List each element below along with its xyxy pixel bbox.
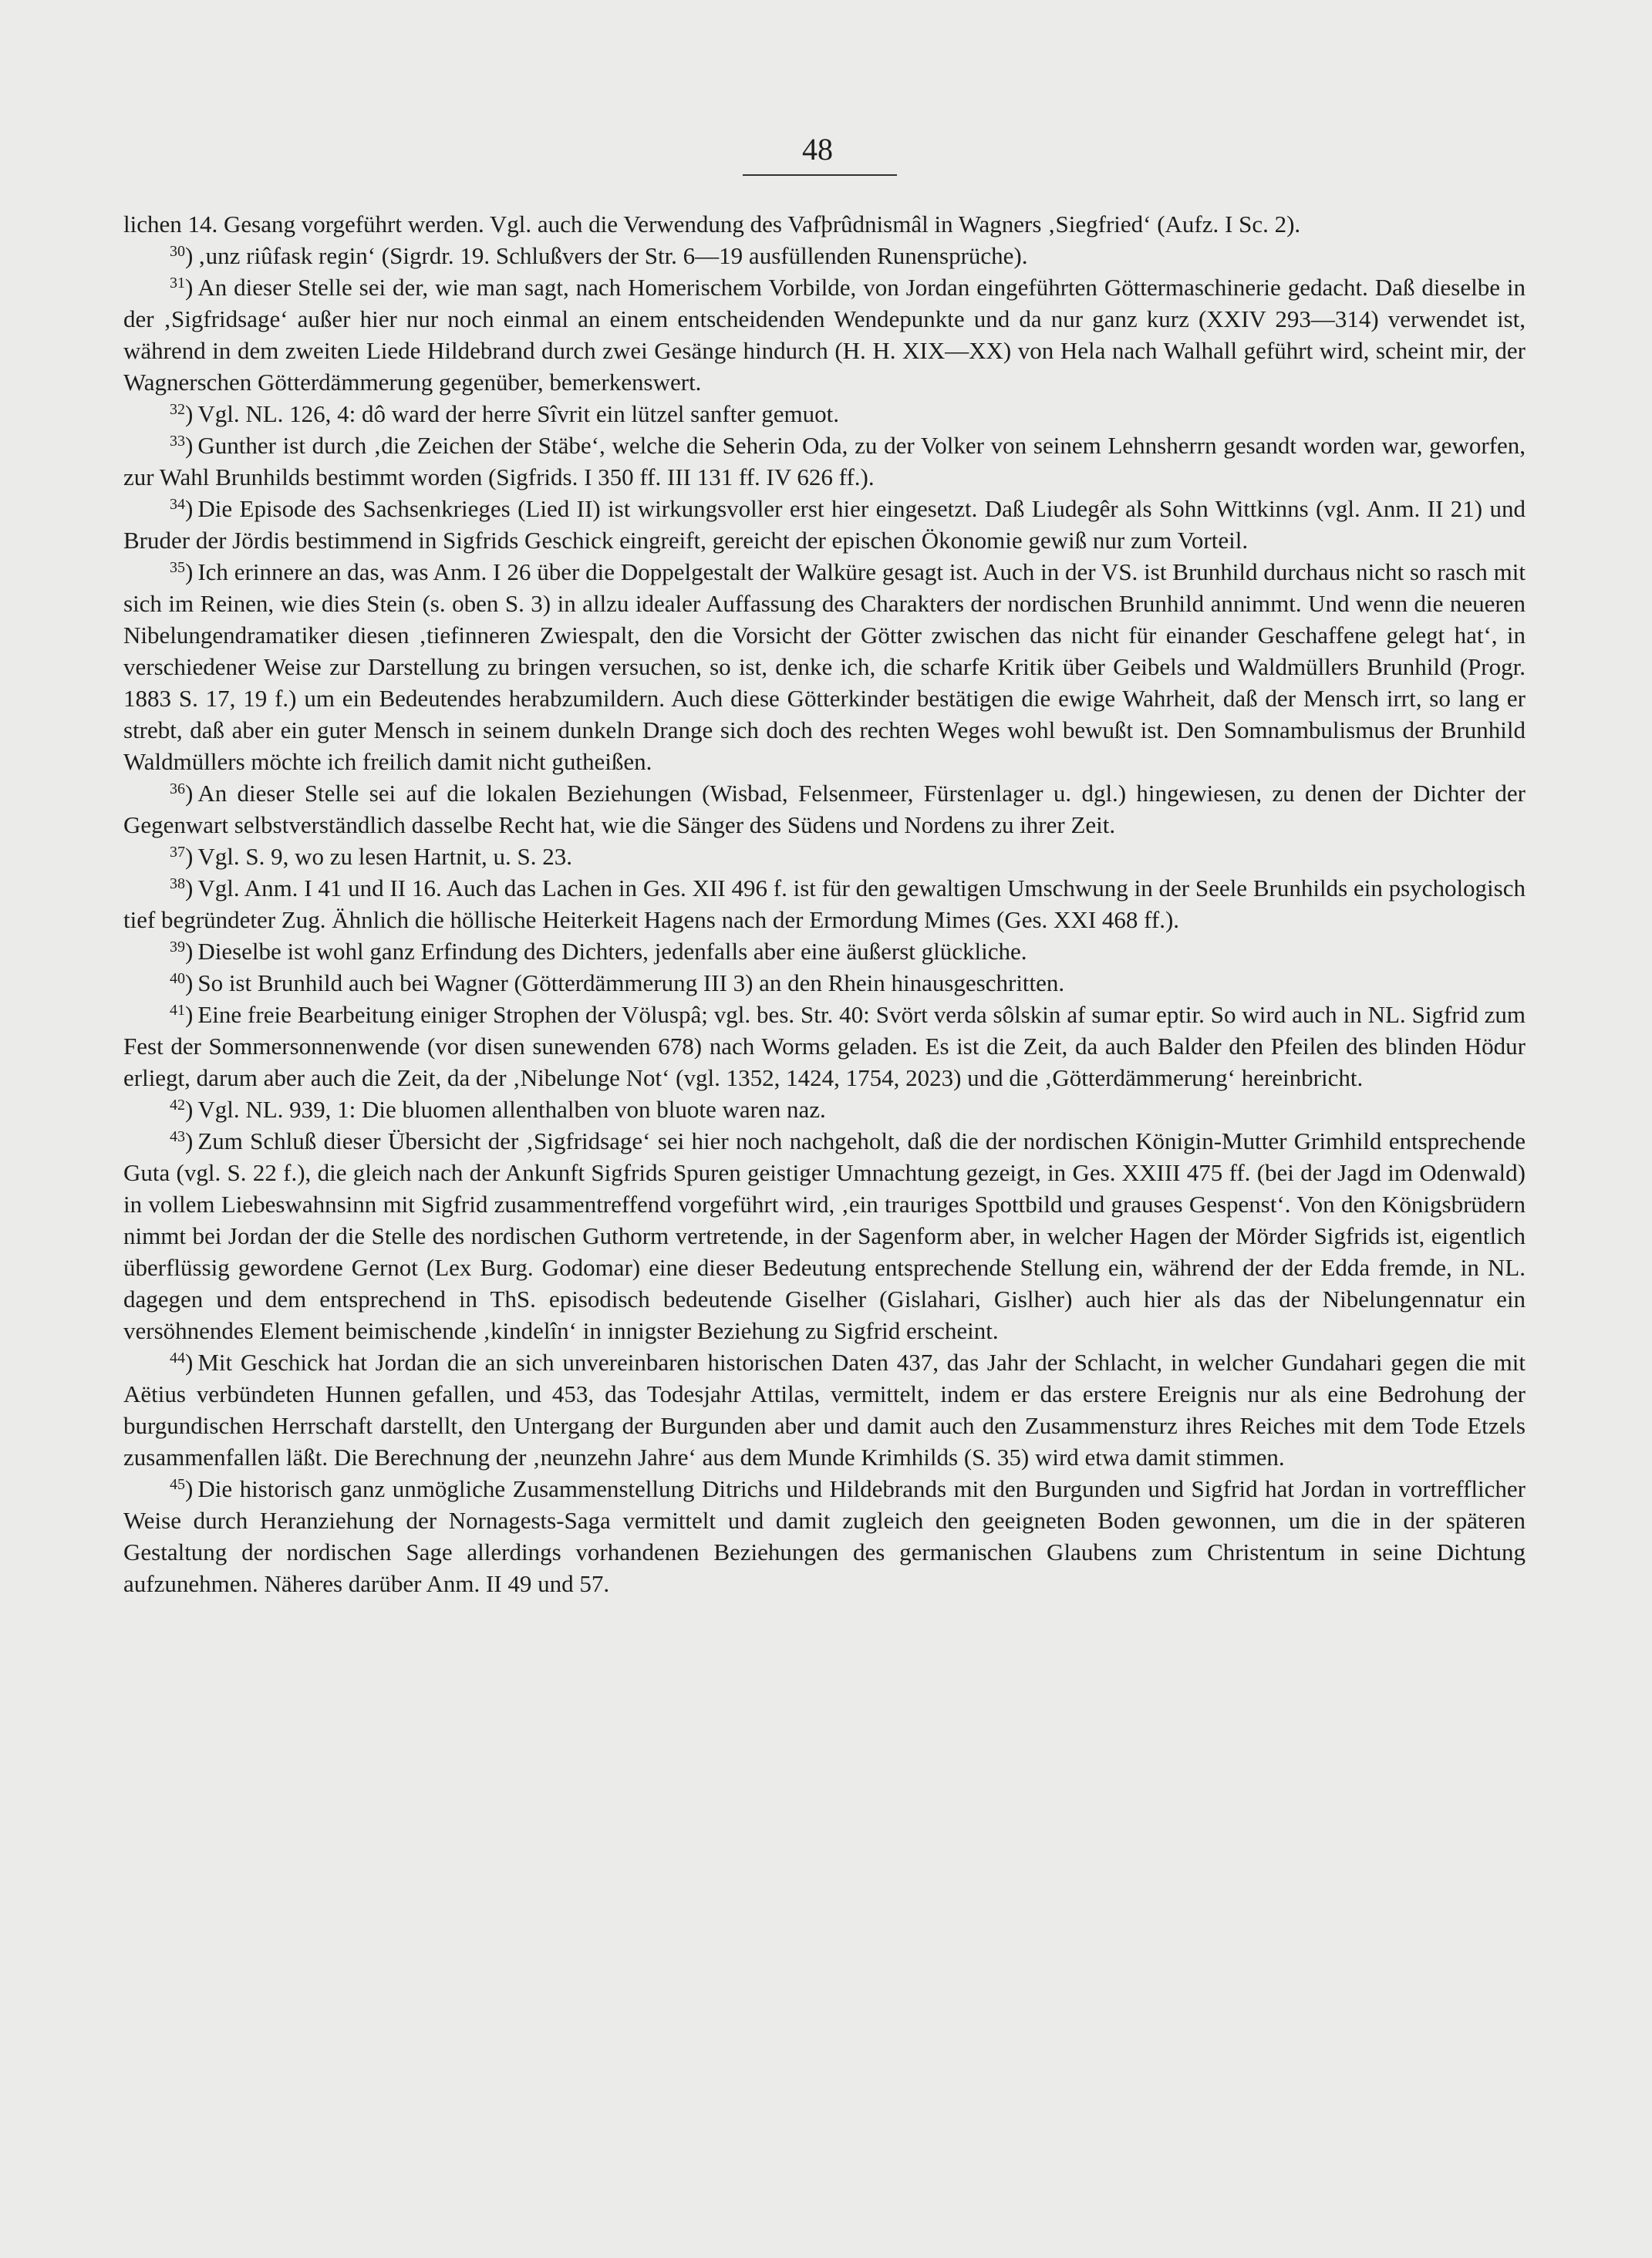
footnote-42 bbox=[123, 1094, 1526, 1125]
footnote-31 bbox=[123, 271, 1526, 398]
footnote-35 bbox=[123, 556, 1526, 777]
footnote-number: 35 bbox=[170, 559, 185, 576]
footnote-text: Mit Geschick hat Jordan die an sich unvereinbaren historischen Daten 437, das Jahr der Schlacht, in welcher Gundahari gegen die mit Aëtius verbündeten Hunnen gefallen, und 453, das Todesjahr Attilas, vermittelt, indem er das erstere Ereignis nur als eine Bedrohung der burgundischen Herrschaft darstellt, den Untergang der Burgunden aber und damit auch den Zusammensturz ihres Reiches mit dem Tode Etzels zusammenfallen läßt. Die Berechnung der ‚neunzehn Jahre‘ aus dem Munde Krimhilds (S. 35) wird etwa damit stimmen. bbox=[123, 1349, 1526, 1471]
continuation-paragraph: lichen 14. Gesang vorgeführt werden. Vgl. auch die Verwendung des Vafþrûdnismâl in Wagners ‚Siegfried‘ (Aufz. I Sc. 2). bbox=[123, 211, 1301, 238]
footnote-number: 30 bbox=[170, 243, 185, 260]
footnote-text: Eine freie Bearbeitung einiger Strophen der Völuspâ; vgl. bes. Str. 40: Svört verda sôlskin af sumar eptir. So wird auch in NL. Sigfrid zum Fest der Sommersonnenwende (vor disen sunewenden 678) nach Worms geladen. Es ist die Zeit, da auch Balder den Pfeilen des blinden Hödur erliegt, darum aber auch die Zeit, da der ‚Nibelunge Not‘ (vgl. 1352, 1424, 1754, 2023) und die ‚Götterdämmerung‘ hereinbricht. bbox=[123, 1001, 1526, 1091]
footnote-43 bbox=[123, 1125, 1526, 1346]
footnote-number: 44 bbox=[170, 1350, 185, 1367]
footnote-text: Vgl. Anm. I 41 und II 16. Auch das Lachen in Ges. XII 496 f. ist für den gewaltigen Umschwung in der Seele Brunhilds ein psychologisch tief begründeter Zug. Ähnlich die höllische Heiterkeit Hagens nach der Ermordung Mimes (Ges. XXI 468 ff.). bbox=[123, 875, 1526, 933]
footnote-text: An dieser Stelle sei auf die lokalen Beziehungen (Wisbad, Felsenmeer, Fürstenlager u. dgl.) hingewiesen, zu denen der Dichter der Gegenwart selbstverständlich dasselbe Recht hat, wie die Sänger des Südens und Nordens zu ihrer Zeit. bbox=[123, 780, 1526, 838]
footnote-number: 38 bbox=[170, 875, 185, 892]
footnote-38 bbox=[123, 872, 1526, 935]
footnote-text: Die Episode des Sachsenkrieges (Lied II) ist wirkungsvoller erst hier eingesetzt. Daß Liudegêr als Sohn Wittkinns (vgl. Anm. II 21) und Bruder der Jördis bestimmend in Sigfrids Geschick eingreift, gereicht der epischen Ökonomie gewiß nur zum Vorteil. bbox=[123, 495, 1526, 554]
footnote-number: 45 bbox=[170, 1476, 185, 1493]
footnote-paren: ) bbox=[185, 1349, 194, 1376]
notes-list bbox=[123, 240, 1526, 1599]
footnote-44 bbox=[123, 1346, 1526, 1473]
footnote-34 bbox=[123, 493, 1526, 556]
footnote-paren: ) bbox=[185, 1001, 194, 1028]
footnote-number: 41 bbox=[170, 1002, 185, 1019]
footnote-paren: ) bbox=[185, 1127, 194, 1154]
footnote-paren: ) bbox=[185, 969, 194, 996]
footnote-number: 34 bbox=[170, 496, 185, 513]
footnote-paren: ) bbox=[185, 400, 194, 427]
footnote-paren: ) bbox=[185, 432, 194, 459]
footnote-45 bbox=[123, 1473, 1526, 1599]
footnote-text: Die historisch ganz unmögliche Zusammenstellung Ditrichs und Hildebrands mit den Burgunden und Sigfrid hat Jordan in vortrefflicher Weise durch Heranziehung der Nornagests-Saga vermittelt und damit zugleich den geeigneten Boden gewonnen, um die in der späteren Gestaltung der nordischen Sage allerdings vorhandenen Beziehungen des germanischen Glaubens zum Christentum in seine Dichtung aufzunehmen. Näheres darüber Anm. II 49 und 57. bbox=[123, 1475, 1526, 1597]
footnote-paren: ) bbox=[185, 274, 194, 301]
footnote-number: 43 bbox=[170, 1128, 185, 1145]
footnote-text: ‚unz riûfask regin‘ (Sigrdr. 19. Schlußvers der Str. 6—19 ausfüllenden Runensprüche). bbox=[197, 242, 1028, 269]
footnote-number: 40 bbox=[170, 970, 185, 987]
footnote-number: 33 bbox=[170, 433, 185, 450]
footnote-39 bbox=[123, 935, 1526, 967]
footnote-paren: ) bbox=[185, 1475, 194, 1502]
footnote-paren: ) bbox=[185, 495, 194, 522]
footnote-text: Gunther ist durch ‚die Zeichen der Stäbe‘, welche die Seherin Oda, zu der Volker von seinem Lehnsherrn gesandt worden war, geworfen, zur Wahl Brunhilds bestimmt worden (Sigfrids. I 350 ff. III 131 ff. IV 626 ff.). bbox=[123, 432, 1526, 490]
footnote-paren: ) bbox=[185, 875, 194, 902]
footnote-text: Ich erinnere an das, was Anm. I 26 über die Doppelgestalt der Walküre gesagt ist. Auch in der VS. ist Brunhild durchaus nicht so rasch mit sich im Reinen, wie dies Stein (s. oben S. 3) in allzu idealer Auffassung des Charakters der nordischen Brunhild annimmt. Und wenn die neueren Nibelungendramatiker diesen ‚tiefinneren Zwiespalt, den die Vorsicht der Götter zwischen das nicht für einander Geschaffene gelegt hat‘, in verschiedener Weise zur Darstellung zu bringen versuchen, so ist, denke ich, die scharfe Kritik über Geibels und Waldmüllers Brunhild (Progr. 1883 S. 17, 19 f.) um ein Bedeutendes herabzumildern. Auch diese Götterkinder bestätigen die ewige Wahrheit, daß der Mensch irrt, so lang er strebt, daß aber ein guter Mensch in seinem dunkeln Drange sich doch des rechten Weges wohl bewußt ist. Den Somnambulismus der Brunhild Waldmüllers möchte ich freilich damit nicht gutheißen. bbox=[123, 558, 1526, 775]
footnote-number: 37 bbox=[170, 844, 185, 861]
footnote-text: Vgl. NL. 939, 1: Die bluomen allenthalben von bluote waren naz. bbox=[197, 1096, 826, 1123]
footnote-41 bbox=[123, 999, 1526, 1094]
footnote-paren: ) bbox=[185, 558, 194, 585]
footnote-paren: ) bbox=[185, 780, 194, 807]
footnote-text: Dieselbe ist wohl ganz Erfindung des Dichters, jedenfalls aber eine äußerst glückliche. bbox=[197, 938, 1027, 965]
footnote-paren: ) bbox=[185, 843, 194, 870]
footnote-text: Vgl. NL. 126, 4: dô ward der herre Sîvrit ein lützel sanfter gemuot. bbox=[197, 400, 839, 427]
footnote-36 bbox=[123, 777, 1526, 841]
footnote-text: An dieser Stelle sei der, wie man sagt, nach Homerischem Vorbilde, von Jordan eingeführten Göttermaschinerie gedacht. Daß dieselbe in der ‚Sigfridsage‘ außer hier nur noch einmal an einem entscheidenden Wendepunkte und da nur ganz kurz (XXIV 293—314) verwendet ist, während in dem zweiten Liede Hildebrand durch zwei Gesänge hindurch (H. H. XIX—XX) von Hela nach Walhall geführt wird, scheint mir, der Wagnerschen Götterdämmerung gegenüber, bemerkenswert. bbox=[123, 274, 1526, 396]
footnote-40 bbox=[123, 967, 1526, 999]
footnote-30 bbox=[123, 240, 1526, 271]
footnote-paren: ) bbox=[185, 1096, 194, 1123]
footnote-number: 42 bbox=[170, 1097, 185, 1114]
footnote-text: Vgl. S. 9, wo zu lesen Hartnit, u. S. 23. bbox=[197, 843, 572, 870]
footnote-paren: ) bbox=[185, 938, 194, 965]
footnote-33 bbox=[123, 430, 1526, 493]
footnote-paren: ) bbox=[185, 242, 194, 269]
footnote-text: Zum Schluß dieser Übersicht der ‚Sigfridsage‘ sei hier noch nachgeholt, daß die der nordischen Königin-Mutter Grimhild entsprechende Guta (vgl. S. 22 f.), die gleich nach der Ankunft Sigfrids Spuren geistiger Umnachtung gezeigt, in Ges. XXIII 475 ff. (bei der Jagd im Odenwald) in vollem Liebeswahnsinn mit Sigfrid zusammentreffend vorgeführt wird, ‚ein trauriges Spottbild und grauses Gespenst‘. Von den Königsbrüdern nimmt bei Jordan der die Stelle des nordischen Guthorm vertretende, in der Sagenform aber, in welcher Hagen der Mörder Sigfrids ist, eigentlich überflüssig gewordene Gernot (Lex Burg. Godomar) eine dieser Bedeutung entsprechende Stellung ein, während der der Edda fremde, in NL. dagegen und dem entsprechend in ThS. episodisch bedeutende Giselher (Gislahari, Gislher) auch hier als das der Nibelungennatur ein versöhnendes Element beimischende ‚kindelîn‘ in innigster Beziehung zu Sigfrid erscheint. bbox=[123, 1127, 1526, 1344]
footnote-text: So ist Brunhild auch bei Wagner (Götterdämmerung III 3) an den Rhein hinausgeschritten. bbox=[197, 969, 1065, 996]
page-number-rule bbox=[743, 174, 897, 176]
footnote-number: 39 bbox=[170, 939, 185, 955]
footnote-32 bbox=[123, 398, 1526, 430]
page-number: 48 bbox=[802, 132, 833, 167]
footnote-37 bbox=[123, 841, 1526, 872]
footnote-number: 32 bbox=[170, 401, 185, 418]
footnote-number: 31 bbox=[170, 275, 185, 292]
footnote-number: 36 bbox=[170, 780, 185, 797]
footnotes-body bbox=[123, 208, 1526, 1599]
